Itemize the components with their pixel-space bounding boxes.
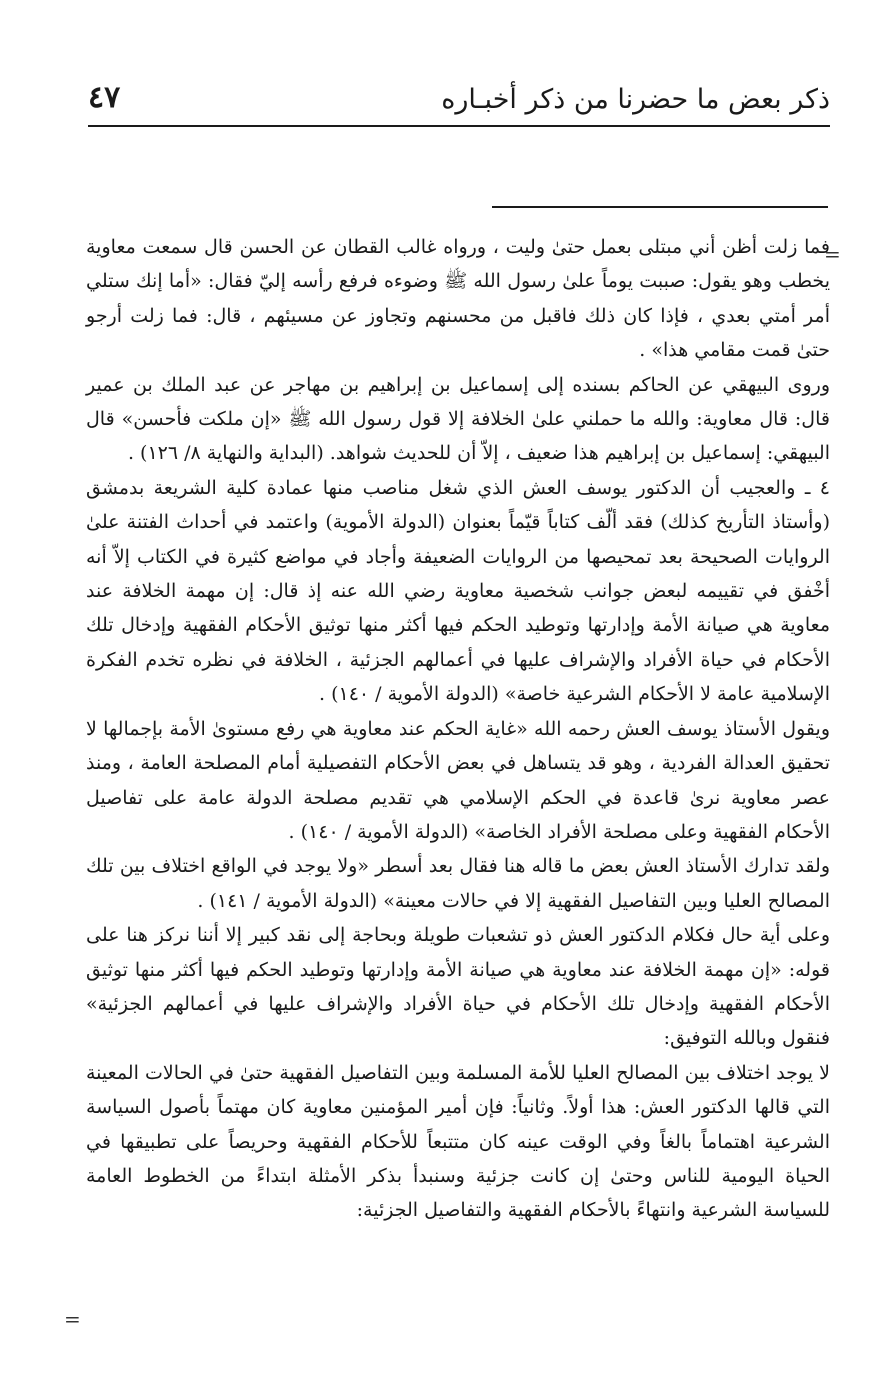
header-rule xyxy=(88,125,830,127)
paragraph-6: وعلى أية حال فكلام الدكتور العش ذو تشعبات طويلة وبحاجة إلى نقد كبير إلا أننا نركز هنا على قوله: «إن مهمة الخلافة عند معاوية هي صيانة الأمة وإدارتها وتوطيد الحكم فيها أكثر منها توثيق الأحكام الفقهية وإدخال تلك الأحكام في حياة الأفراد والإشراف عليها في أعمالهم الجزئية» فنقول وبالله التوفيق: xyxy=(86,924,830,1050)
paragraph-7: لا يوجد اختلاف بين المصالح العليا للأمة المسلمة وبين التفاصيل الفقهية حتىٰ في الحالات المعينة التي قالها الدكتور العش: هذا أولاً. وثانياً: فإن أمير المؤمنين معاوية كان مهتماً بأصول السياسة الشرعية اهتماماً بالغاً وفي الوقت عينه كان متتبعاً للأحكام الفقهية وحريصاً على تطبيقها في الحياة اليومية للناس وحتىٰ إن كانت جزئية وسنبدأ بذكر الأمثلة ابتداءً من الخطوط العامة للسياسة الشرعية وانتهاءً بالأحكام الفقهية والتفاصيل الجزئية: xyxy=(86,1061,830,1222)
page-number: ٤٧ xyxy=(88,80,121,115)
paragraph-5: ولقد تدارك الأستاذ العش بعض ما قاله هنا فقال بعد أسطر «ولا يوجد في الواقع اختلاف بين تلك المصالح العليا وبين التفاصيل الفقهية إلا في حالات معينة» (الدولة الأموية / ١٤١) . xyxy=(86,855,830,912)
paragraph-4: ويقول الأستاذ يوسف العش رحمه الله «غاية الحكم عند معاوية هي رفع مستوىٰ الأمة بإجمالها لا تحقيق العدالة الفردية ، وهو قد يتساهل في بعض الأحكام التفصيلية أمام المصلحة العامة ، ومنذ عصر معاوية نرىٰ قاعدة في الحكم الإسلامي هي تقديم مصلحة الدولة عامة على تفاصيل الأحكام الفقهية وعلى مصلحة الأفراد الخاصة» (الدولة الأموية / ١٤٠) . xyxy=(86,717,830,843)
paragraph-3: ٤ ـ والعجيب أن الدكتور يوسف العش الذي شغل مناصب منها عمادة كلية الشريعة بدمشق (وأستاذ التأريخ كذلك) فقد ألّف كتاباً قيّماً بعنوان (الدولة الأموية) واعتمد في أحداث الفتنة علىٰ الروايات الصحيحة بعد تمحيصها من الروايات الضعيفة وأجاد في مواضع كثيرة في الكتاب إلاّ أنه أخْفق في تقييمه لبعض جوانب شخصية معاوية رضي الله عنه إذ قال: إن مهمة الخلافة عند معاوية هي صيانة الأمة وإدارتها وتوطيد الحكم فيها أكثر منها توثيق الأحكام الفقهية وإدخال تلك الأحكام في حياة الأفراد والإشراف عليها في أعمالهم الجزئية ، الخلافة في نظره تخدم الفكرة الإسلامية عامة لا الأحكام الشرعية خاصة» (الدولة الأموية / ١٤٠) . xyxy=(86,476,830,706)
page-header xyxy=(88,80,830,122)
continuation-mark-bottom: = xyxy=(64,1307,81,1331)
paragraph-2: وروى البيهقي عن الحاكم بسنده إلى إسماعيل بن إبراهيم بن مهاجر عن عبد الملك بن عمير قال: قال معاوية: والله ما حملني علىٰ الخلافة إلا قول رسول الله ﷺ «إن ملكت فأحسن» قال البيهقي: إسماعيل بن إبراهيم هذا ضعيف ، إلاّ أن للحديث شواهد. (البداية والنهاية ٨/ ١٢٦) . xyxy=(86,373,830,465)
footnote-text-block xyxy=(86,230,830,1228)
running-title: ذكر بعض ما حضرنا من ذكر أخبـاره xyxy=(441,84,830,115)
paragraph-1: فما زلت أظن أني مبتلى بعمل حتىٰ وليت ، ورواه غالب القطان عن الحسن قال سمعت معاوية يخطب وهو يقول: صببت يوماً علىٰ رسول الله ﷺ وضوءه فرفع رأسه إليّ فقال: «أما إنك ستلي أمر أمتي بعدي ، فإذا كان ذلك فاقبل من محسنهم وتجاوز عن مسيئهم ، قال: فما زلت أرجو حتىٰ قمت مقامي هذا» . xyxy=(86,236,830,362)
footnote-separator-rule xyxy=(492,206,828,208)
continuation-mark-top: = xyxy=(824,242,841,266)
